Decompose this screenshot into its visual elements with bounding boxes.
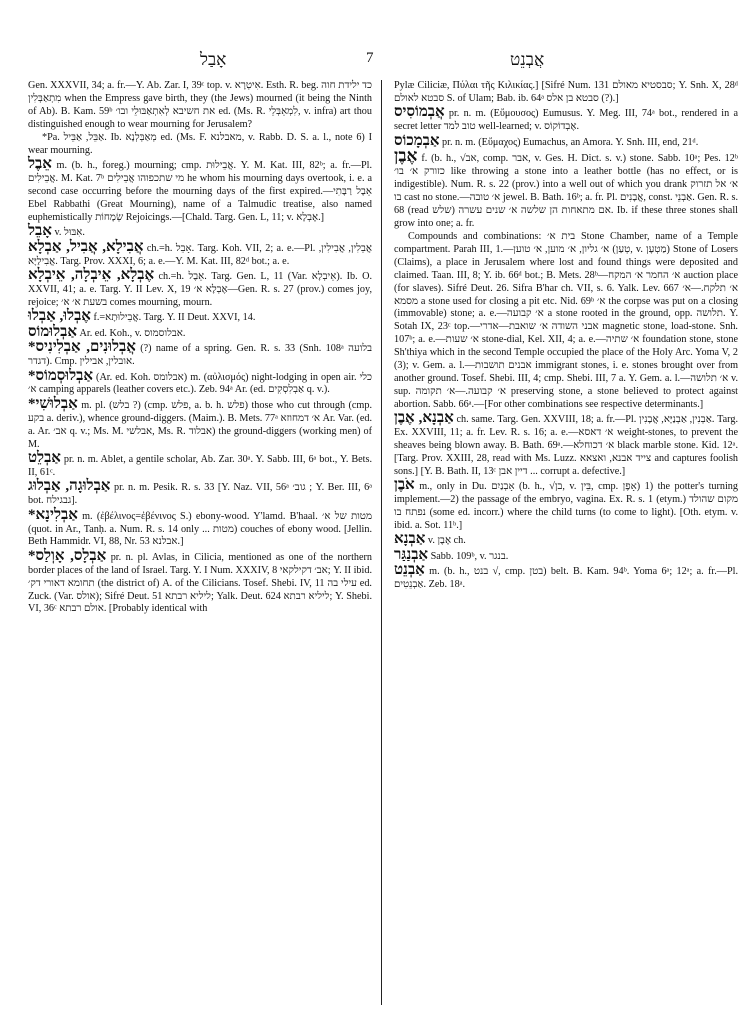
entry-text: ch.=h. אֵבֶל. Targ. Gen. L, 11 (Var. אֵיבְלָא). Ib. O. XXVII, 41; a. e. Targ. Y. II Lev. X, 19 אֶבְלָא א׳—Gen. R. s. 27 (prov.) comes joy, rejoice; בשעת א׳ א׳ comes mourning, mourn.: [28, 271, 372, 308]
entry-headword: אָבֵל: [28, 223, 52, 240]
entry-headword: אַבְלוּמוֹס: [28, 323, 77, 340]
page-header: [0, 50, 750, 76]
entry-headword: *אַבְלוּשִׁי: [28, 395, 78, 412]
entry-text: f.=אֲבֵילוּתָא. Targ. Y. II Deut. XXVI, 14.: [93, 312, 256, 324]
entry-headword: אַבְנֵט: [394, 562, 425, 579]
entry-headword: אֲבִילָא, אֲבִיל, אַבְלָא: [28, 238, 144, 255]
entry-headword: אַבְלֵט: [28, 449, 61, 466]
entry-headword: אֹבֶן: [394, 477, 415, 494]
entry-headword: אֵבֶל: [28, 156, 52, 173]
entry-headword: אַבְמָכוֹס: [394, 132, 440, 149]
entry-headword: אַבְנָא, אֶבֶן: [394, 410, 454, 427]
entry-text: pr. n. m. Pesik. R. s. 33 [Y. Naz. VII, 56ᵃ גוב׳ ; Y. Ber. III, 6ᵃ bot. גבגילח].: [28, 482, 373, 507]
dictionary-entry: [394, 533, 738, 548]
entry-text: pr. n. m. (Εὔμουσος) Eumusus. Y. Meg. III, 74ᵃ bot., rendered in a secret letter טוב למד well-learned; v. אֶבְדוֹקוֹס.: [394, 108, 739, 133]
entry-headword: *אַבְלָס, אָוְלַס: [28, 547, 107, 564]
entry-text: pr. n. m. Ablet, a gentile scholar, Ab. Zar. 30ᵃ. Y. Sabb. III, 6ᵃ bot., Y. Bets. II, 61ᶜ.: [28, 453, 373, 478]
dictionary-entry: [28, 367, 372, 398]
entry-text: (Ar. ed. Koh. אבלומס) m. (αὐλισμός) night-lodging in open air. כלי א׳ camping apparels (leather covers etc.). Zeb. 94ᵃ Ar. (ed. אַבְלִסְקִים q. v.).: [28, 371, 372, 396]
dictionary-entry: [28, 238, 372, 269]
header-right-word: אֲבְנֵט: [510, 50, 545, 69]
dictionary-entry: [394, 80, 738, 106]
entry-text: pr. n. pl. Avlas, in Cilicia, mentioned as one of the northern border places of the land of Israel. Targ. Y. I Num. XXXIV, 8 אב׳ דקילקאי; Y. II ibid. תחומא דאורי דק׳ (the district of) A. of the Cilicians. Tosef. Shebi. IV, 11 עילי בה ed. Zuck. (Var. אולס); Sifré Deut. 51 ליליא רבתא; Yalk. Deut. 624 ליליא רבתא; Y. Shebi. VI, 36ᶜ אולם רבתא. [Probably identical with: [28, 551, 372, 615]
entry-text: Compounds and combinations: בית א׳ Stone Chamber, name of a Temple compartment. Parah III, 1.—א׳ גליון, א׳ מוען, א׳ טוען (טְעַן, v. מַטְעָן) Stone of Losers (Claims), a place in Jerusalem where lost and found things were deposited and claimed. Taan. III, 8; Y. ib. 66ᵈ bot.; B. Mets. 28ᵇ—א׳ החמר א׳ המקח auction place (for slaves). Sifré Deut. 26. Sifra B'har ch. VII, s. 6. Yalk. Lev. 667 א׳ תלקח.—א׳ מסמא a stone used for closing a pit etc. Nid. 69ᵇ א׳ the corpse was put on a closing (immovable) stone; a. e.—א׳ קבועה a stone rooted in the ground, opp. תלושה. Y. Sotah IX, 23ᶜ top.—אבני השודה א׳ שואבת—אדרי magnetic stone, load-stone. Snh. 107ᵇ; a. e.—א׳ שעות stone-dial, Kel. XII, 4; a. e.—א׳ שתיה foundation stone, stone Sh'thiya which in the second Temple occupied the place of the Holy Arc. Yoma V, 2 (3); v. Gem. a. l.—אבנים תושבות immigrant stones, i. e. stones brought over from another ground. Tosef. Shebi. III, 4; cmp. Shebi. III, 7 a. Y. Gem. a. l.—א׳ תלושה v. sup. א׳ קבועה.—א׳ תקומה preserving stone, a stone believed to protect against abortion. Sabb. 66ᵃ.—[For other combinations see respective determinants.]: [394, 230, 739, 410]
entry-text: ch.=h. אָבֵל. Targ. Koh. VII, 2; a. e.—Pl. אֲבֵלִין, אֲבִילִין, אֲבִילַיָּא. Targ. Prov. XXXI, 6; a. e.—Y. M. Kat. III, 82ᵈ bot.; a. e.: [28, 242, 372, 267]
dictionary-entry: [394, 479, 738, 533]
header-left-word: אָבַל: [200, 50, 227, 69]
entry-text: m., only in Du. אָבְנַיִם (b. h., √בן, v. בֵּין, cmp. אָפֶן) 1) the potter's turning implement.—2) the passage of the embryo, vagina. Ex. R. s. 1 (etym.) מקום שהולד נפתח בו (some ed. incorr.) where the child turns (to come to light). [Oth. etym. v. ibid. a. Sot. 11ᵇ.]: [394, 481, 738, 531]
entry-headword: אַבְנַגַּר: [394, 546, 429, 563]
dictionary-entry: [28, 132, 372, 158]
entry-headword: אַבְנָא: [394, 531, 426, 548]
entry-text: f. (b. h., √אב, comp. אבר, v. Ges. H. Dict. s. v.) stone. Sabb. 10ᵃ; Pes. 12ᵇ כזורק א׳ בו׳ like throwing a stone into a leather bottle (has no effect, or is indigestible). Num. R. s. 22 (prov.) into a well out of which you drank א׳ אל תזרוק בו cast no stone.—א׳ טובה jewel. B. Bath. 16ᵇ; a. fr. Pl. אֲבָנִים, const. אַבְנֵי. Gen. R. s. 68 (read שלש) אם מתאחות הן שלשה א׳ שנים עשרה. Ib. if these three stones shall grow into one; a. fr.: [394, 153, 739, 229]
dictionary-entry: [28, 547, 372, 617]
entry-text: v. אֶבֶן ch.: [427, 535, 466, 547]
dictionary-entry: [28, 506, 372, 550]
entry-text: Gen. XXXVII, 34; a. fr.—Y. Ab. Zar. I, 39ᶜ top. v. אִיטְרָא. Esth. R. beg. כד ילידת חוה מִתְאַבְּלִין when the Empress gave birth, they (the Jews) mourned (it being the Ninth of Ab). B. Kam. 59ᵇ את חשיבא לְאִתְאַבּוּלֵי ובו׳ ed. (Ms. R. לִמְאֵבְּלֵי, v. infra) art thou distinguished enough to wear mourning for Jerusalem?: [28, 80, 372, 130]
entry-text: Ar. ed. Koh., v. אבלוסמוס.: [79, 327, 186, 339]
entry-text: ch. same. Targ. Gen. XXVIII, 18; a. fr.—Pl. אַבְנִין, אַבְנַיָּא, אֲבָנִין. Targ. Ex. XXVIII, 11; a. fr. Lev. R. s. 16; a. e.—א׳ דאסא weight-stones, to prevent the sheaves being blown away. B. Bath. 69ᵃ.—א׳ דכוחלא black marble stone. Kid. 12ᵃ. [Targ. Prov. XXIII, 28, read with Ms. Luzz. צייד אבנא, ואצאא and captures foolish sons.] [Y. B. Bath. II, 13ᶜ דיין אבן ... corrupt a. defective.]: [394, 414, 739, 477]
column-divider: [381, 80, 382, 1005]
dictionary-entry: [394, 564, 738, 592]
entry-headword: אַבְלוּגָה, אַבְלוּג: [28, 478, 111, 495]
dictionary-entry: [394, 231, 738, 412]
dictionary-entry: [28, 449, 373, 480]
entry-text: m. (b. h., בנט √, cmp. בטן) belt. B. Kam. 94ᵇ. Yoma 6ᵃ; 12ᵃ; a. fr.—Pl. אַבְנֵטִים. Zeb. 18ᵃ.: [394, 566, 739, 591]
dictionary-entry: [394, 546, 738, 564]
entry-text: m. (b. h., foreg.) mourning; cmp. אֲבֵילוּת. Y. M. Kat. III, 82ᵇ; a. fr.—Pl. אֲבֵילִים. M. Kat. 7ᵇ מי שתכפוהו אֲבֵילִים he whom his mourning days overtook, i. e. a second case occurring before the mourning days of the first expired.—אֵבֶל רַבָּתִי Ebel Rabbathi (Great Mourning), name of a Talmudic treatise, also named euphemistically שְׂמָחוֹת Rejoicings.—[Chald. Targ. Gen. L, 11; v. אֶבְלָא.]: [28, 160, 373, 224]
entry-headword: *אַבְלִינָא: [28, 506, 78, 523]
dictionary-entry: [394, 146, 739, 230]
entry-text: Sabb. 109ᵇ, v. בנגר.: [430, 550, 509, 562]
right-column: [394, 80, 738, 592]
left-column: [28, 80, 372, 617]
dictionary-entry: [28, 158, 372, 225]
entry-headword: אֲבְמוֹסִיס: [394, 104, 445, 121]
dictionary-entry: [28, 80, 372, 132]
dictionary-entry: [28, 480, 372, 508]
dictionary-entry: [28, 395, 373, 452]
dictionary-entry: [394, 412, 738, 479]
entry-headword: אֶבֶן: [394, 146, 418, 166]
dictionary-entry: [394, 132, 738, 150]
entry-headword: *אֲבְלוּנִים, אַבְלִינִיס: [28, 339, 136, 356]
entry-headword: אֶבְלוּ, אַבְלוּ: [28, 308, 91, 325]
entry-text: (?) name of a spring. Gen. R. s. 33 (Snh. 108ᵃ בלועה דגדר). Cmp. אובלין, אבילין.: [28, 343, 373, 368]
dictionary-entry: [394, 106, 738, 134]
entry-text: Pylæ Ciliciæ, Πύλαι τῆς Κιλικίας.] [Sifré Num. 131 סבסטיא מאולם; Y. Snh. X, 28ᵈ סבטא לאולם S. of Ulam; Bab. ib. 64ᵃ סבטא בן אלס (?).]: [394, 80, 738, 104]
dictionary-entry: [28, 310, 372, 325]
entry-text: v. אִבּוּל.: [54, 227, 85, 239]
entry-text: *Pa. אַבֵּל, אַבֵּיל. Ib. מְאַבְּלְנָא ed. (Ms. F. מאבלנא, v. Rabb. D. S. a. l., note 6) I wear mourning.: [28, 132, 373, 157]
dictionary-entry: [28, 341, 372, 369]
entry-text: m. (ἐβέλινος=ἐβένινος S.) ebony-wood. Y'lamd. B'haal. מטות של א׳ (quot. in Ar., Tanḥ. a. Num. R. s. 14 only ... מטות) couches of ebony wood. [Jellin. Beth Hammidr. VI, 88, Nr. 53 אבלנא.]: [28, 510, 372, 548]
dictionary-entry: [28, 269, 372, 310]
entry-headword: *אַבְלוּסְמוֹס: [28, 367, 94, 384]
entry-text: pr. n. m. (Εὔμαχος) Eumachus, an Amora. Y. Snh. III, end, 21ᵈ.: [442, 136, 699, 148]
entry-headword: אֶבְלָא, אֵיבְלָה, אֵיבְלָא: [28, 267, 155, 284]
entry-text: m. pl. (בלש ?) (cmp. פלש, a. b. h. פלש) those who cut through (cmp. בקע a. deriv.), whence ground-diggers. (Maim.). B. Mets. 77ᵃ א׳ דמחוזא Ar. Var. (ed. a. Ar. אב׳ q. v.; Ms. M. אבלשי, Ms. R. אבלוד) the ground-diggers (working men) of M.: [28, 399, 373, 450]
page-number: 7: [366, 50, 374, 66]
